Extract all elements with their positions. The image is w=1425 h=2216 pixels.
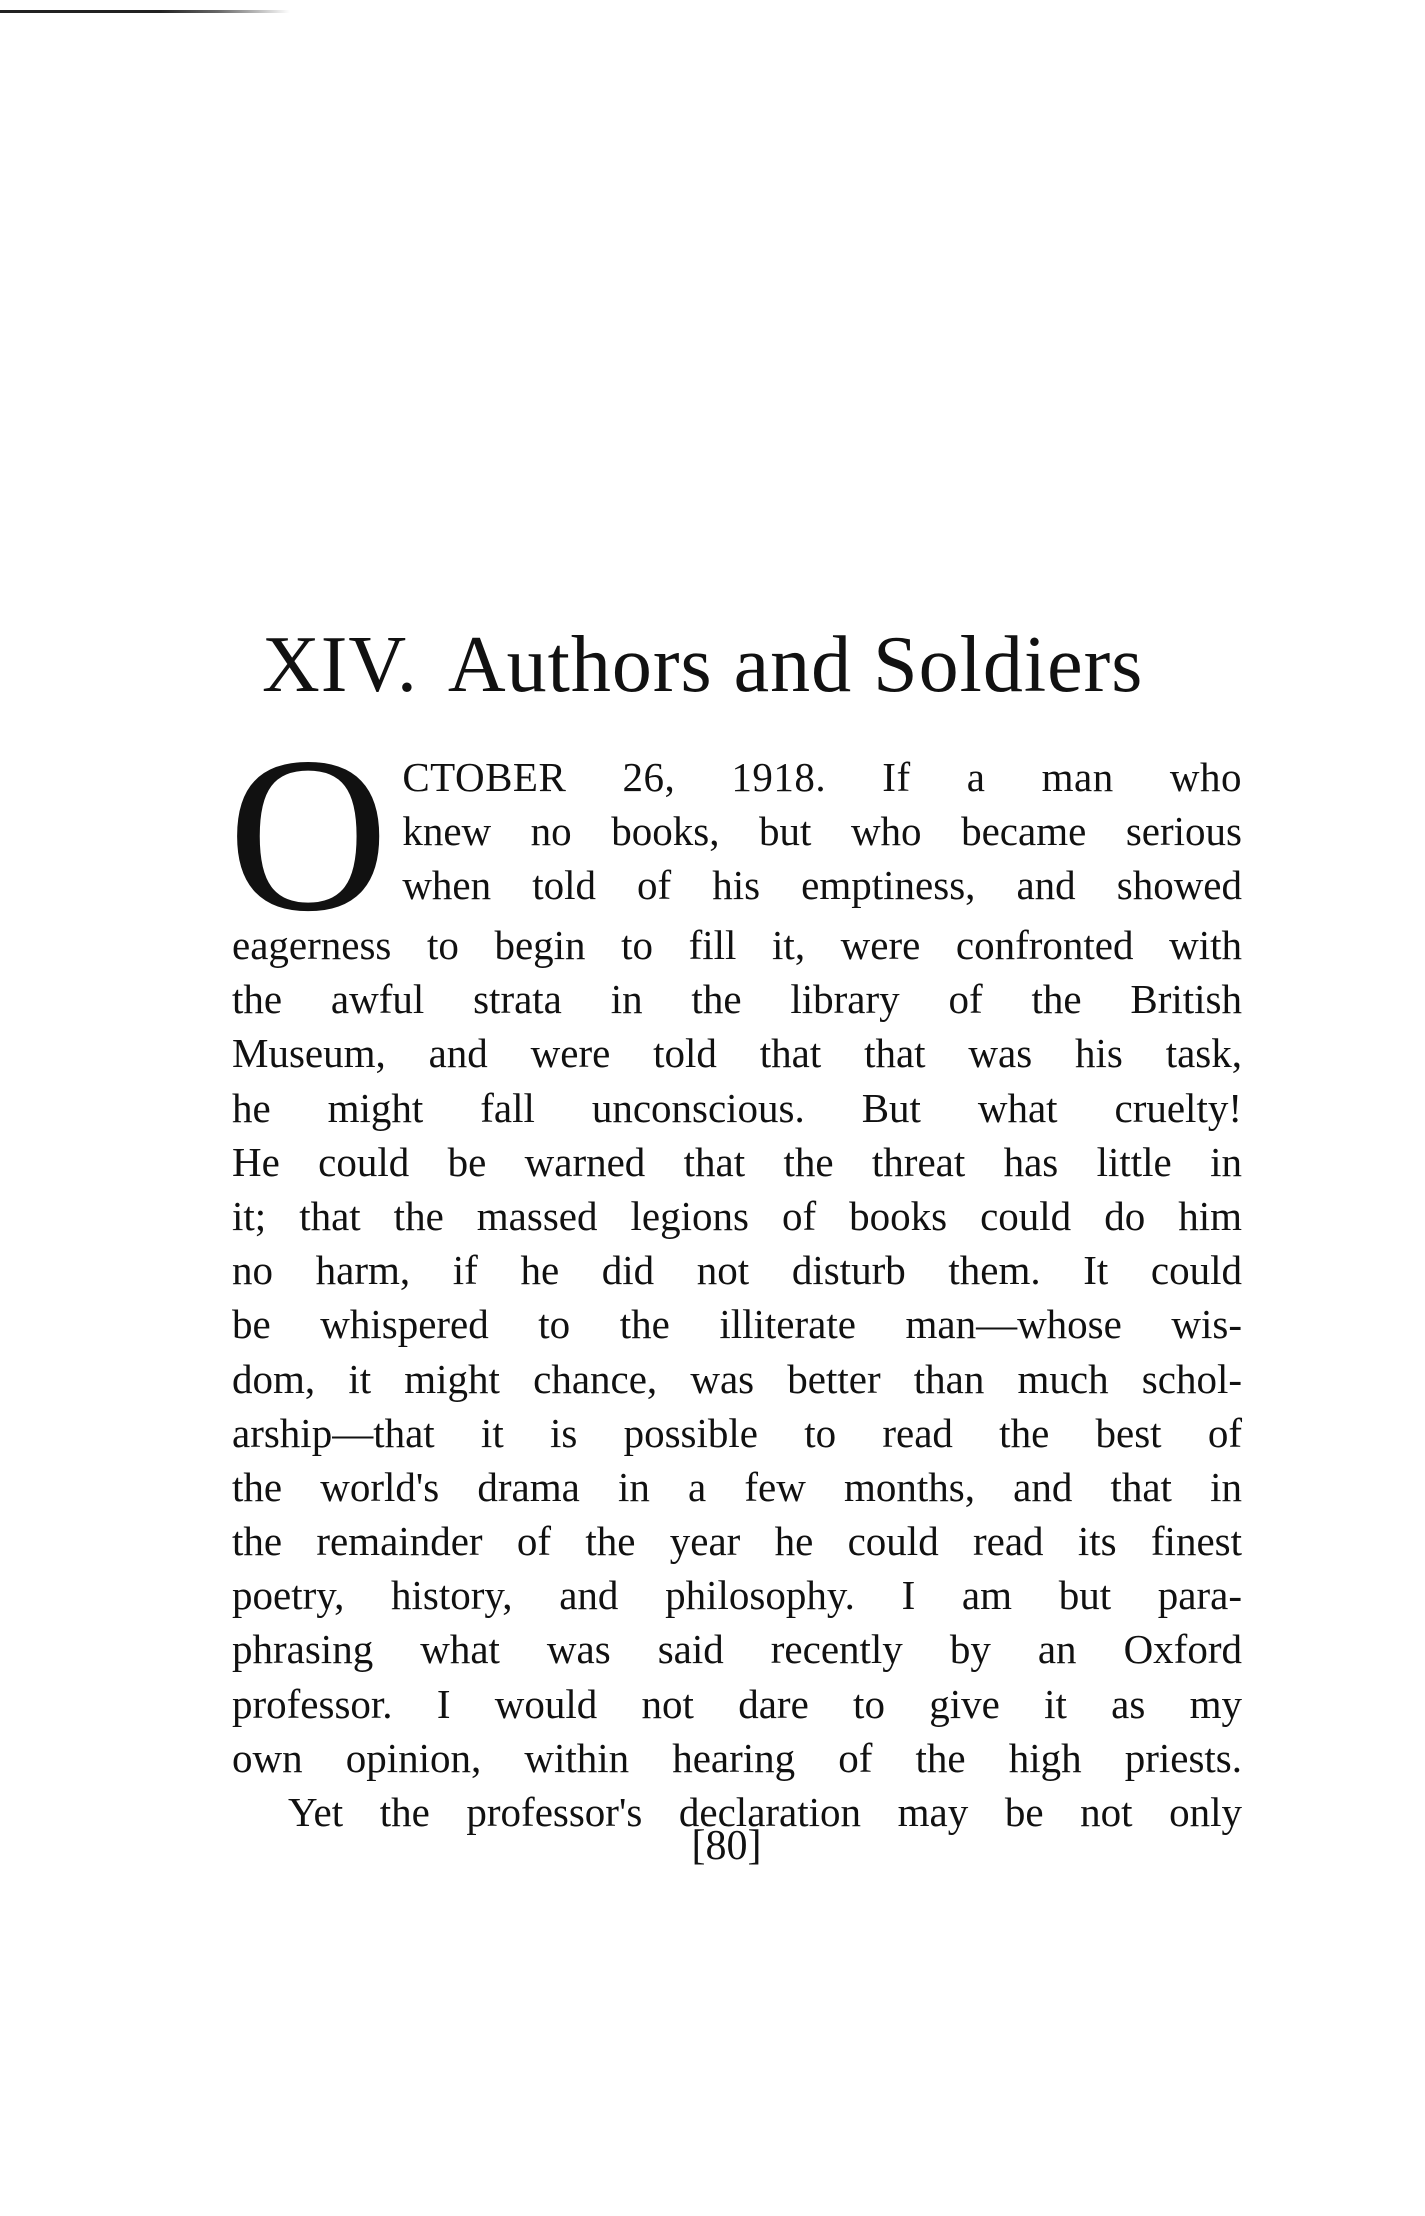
chapter-title: Authors and Soldiers (447, 621, 1144, 709)
top-rule (0, 10, 290, 13)
text-line: be whispered to the illiterate man—whose wis- (232, 1301, 1242, 1348)
text-line: the world's drama in a few months, and that in (232, 1463, 1242, 1510)
text-line: Museum, and were told that that was his task, (232, 1030, 1242, 1077)
text-line: knew no books, but who became serious (402, 808, 1242, 855)
text-line: dom, it might chance, was better than much schol- (232, 1355, 1242, 1402)
text-line: Yet the professor's declaration may be not only (288, 1789, 1242, 1835)
text-line: own opinion, within hearing of the high priests. (232, 1734, 1242, 1781)
text-line: he might fall unconscious. But what cruelty! (232, 1084, 1242, 1131)
text-line: professor. I would not dare to give it as my (232, 1680, 1242, 1727)
page-number: [80] (691, 1823, 762, 1869)
chapter-numeral: XIV. (262, 621, 418, 709)
text-line: eagerness to begin to fill it, were confronted with (232, 922, 1242, 968)
text-line: the awful strata in the library of the British (232, 976, 1242, 1023)
drop-cap: O (228, 712, 389, 958)
text-line: the remainder of the year he could read its finest (232, 1518, 1242, 1565)
paragraph-1 (228, 712, 1242, 1785)
text-line: He could be warned that the threat has little in (232, 1138, 1242, 1185)
text-line: arship—that it is possible to read the best of (232, 1409, 1242, 1456)
text-line: poetry, history, and philosophy. I am but para- (232, 1572, 1242, 1619)
chapter-heading (262, 620, 1262, 710)
text-line: it; that the massed legions of books could do him (232, 1192, 1242, 1239)
text-line: no harm, if he did not disturb them. It could (232, 1247, 1242, 1294)
text-line: phrasing what was said recently by an Oxford (232, 1626, 1242, 1673)
text-line: when told of his emptiness, and showed (402, 862, 1242, 909)
body-text (228, 712, 1242, 1839)
text-line: CTOBER 26, 1918. If a man who (402, 754, 1242, 800)
